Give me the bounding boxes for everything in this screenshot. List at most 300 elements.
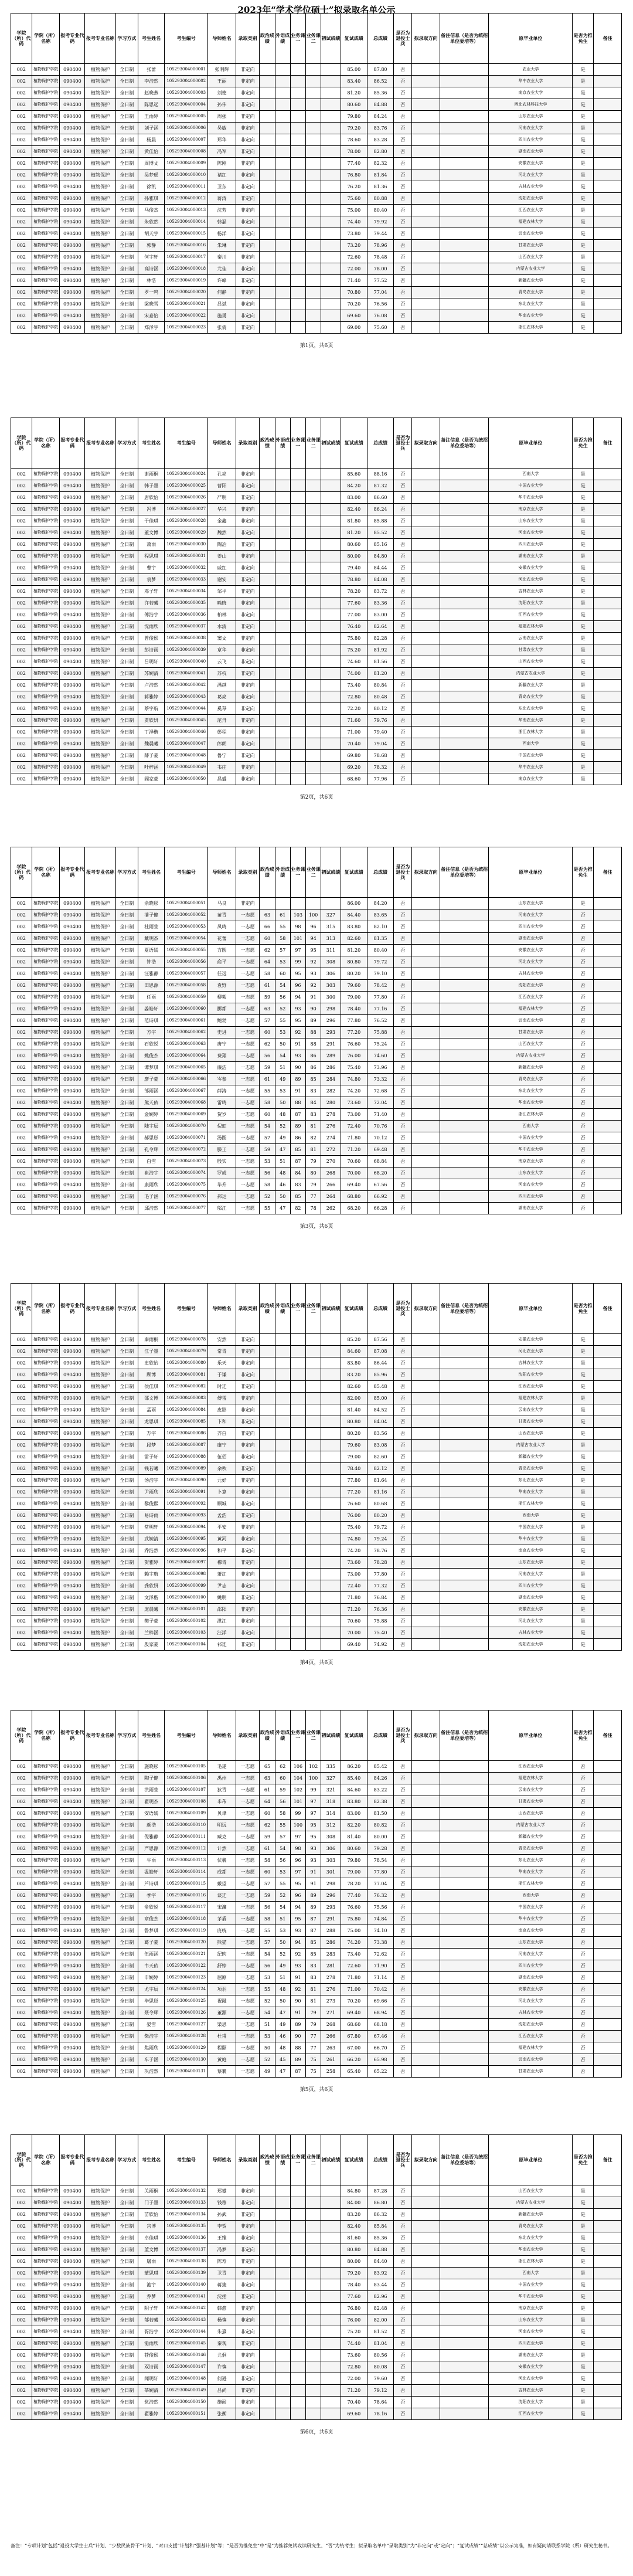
column-header: 业务课二 bbox=[306, 1710, 321, 1761]
table-cell: 否 bbox=[394, 1451, 412, 1463]
table-cell: 002 bbox=[11, 275, 32, 287]
table-cell: 植物保护 bbox=[85, 193, 115, 205]
table-cell: 植物保护学院 bbox=[32, 1925, 60, 1937]
table-cell: 69.60 bbox=[341, 310, 367, 322]
table-cell bbox=[321, 2256, 341, 2268]
table-cell: 090400 bbox=[60, 1913, 85, 1925]
column-header: 业务课一 bbox=[290, 13, 305, 64]
table-cell bbox=[306, 469, 321, 480]
table-cell: 植物保护 bbox=[85, 750, 115, 762]
table-cell: 植物保护 bbox=[85, 1451, 115, 1463]
table-cell: 金鑫 bbox=[208, 515, 236, 527]
table-cell: 80.20 bbox=[341, 968, 367, 980]
table-cell: 植物保护 bbox=[85, 515, 115, 527]
table-cell: 46 bbox=[275, 1179, 290, 1191]
table-cell: 赖宇航 bbox=[138, 1569, 164, 1580]
table-cell: 西南大学 bbox=[489, 2268, 573, 2279]
table-cell: 否 bbox=[394, 2279, 412, 2291]
table-row bbox=[11, 1027, 622, 1038]
table-cell: 白雪 bbox=[138, 1156, 164, 1167]
table-cell: 马俊杰 bbox=[138, 205, 164, 216]
table-cell bbox=[594, 2350, 622, 2361]
table-cell bbox=[306, 1627, 321, 1639]
table-cell: 57 bbox=[260, 1878, 275, 1890]
table-cell bbox=[594, 1592, 622, 1604]
table-cell: 93 bbox=[306, 1855, 321, 1866]
table-cell: 一志愿 bbox=[236, 1191, 260, 1203]
table-cell: 105293004000086 bbox=[165, 1428, 208, 1440]
table-cell: 否 bbox=[573, 1074, 594, 1085]
table-cell: 否 bbox=[394, 1121, 412, 1132]
table-cell: 植物保护 bbox=[85, 1393, 115, 1404]
table-cell: 全日制 bbox=[115, 2232, 138, 2244]
column-header: 考生编号 bbox=[165, 847, 208, 898]
table-cell bbox=[412, 1627, 440, 1639]
table-cell: 陈刚 bbox=[208, 158, 236, 169]
table-cell: 全日制 bbox=[115, 680, 138, 691]
table-cell: 95 bbox=[306, 1820, 321, 1831]
table-cell: 68.20 bbox=[341, 1203, 367, 1214]
table-row bbox=[11, 992, 622, 1003]
table-cell bbox=[594, 1498, 622, 1510]
column-header: 初试成绩 bbox=[321, 1284, 341, 1334]
table-cell bbox=[412, 633, 440, 644]
table-cell: 101 bbox=[290, 1796, 305, 1808]
table-cell: 002 bbox=[11, 1050, 32, 1062]
table-cell: 002 bbox=[11, 1003, 32, 1015]
table-cell: 四川农业大学 bbox=[489, 134, 573, 146]
table-cell: 全日制 bbox=[115, 1179, 138, 1191]
table-cell: 否 bbox=[394, 111, 412, 123]
table-cell: 52 bbox=[275, 1949, 290, 1960]
table-cell: 105293004000116 bbox=[165, 1890, 208, 1902]
table-cell: 否 bbox=[394, 551, 412, 562]
table-cell: 卞和 bbox=[208, 1416, 236, 1428]
table-cell: 一志愿 bbox=[236, 1925, 260, 1937]
table-cell: 植物保护学院 bbox=[32, 2350, 60, 2361]
table-cell: 贺岁 bbox=[208, 1109, 236, 1121]
table-cell: 植物保护学院 bbox=[32, 158, 60, 169]
table-cell: 105293004000018 bbox=[165, 263, 208, 275]
table-cell: 090400 bbox=[60, 2007, 85, 2019]
table-cell: 82.60 bbox=[367, 1451, 393, 1463]
table-cell: 76.00 bbox=[341, 1510, 367, 1522]
table-cell: 植物保护 bbox=[85, 1761, 115, 1773]
table-cell bbox=[594, 2291, 622, 2303]
table-cell: 植物保护 bbox=[85, 2197, 115, 2209]
table-cell bbox=[275, 727, 290, 738]
table-cell bbox=[275, 1369, 290, 1381]
table-cell: 何逊 bbox=[208, 2373, 236, 2385]
table-cell: 306 bbox=[321, 1843, 341, 1855]
table-cell bbox=[440, 1393, 488, 1404]
table-cell: 是 bbox=[573, 158, 594, 169]
table-cell bbox=[321, 1604, 341, 1615]
table-cell bbox=[260, 99, 275, 111]
table-cell: 75.56 bbox=[367, 1902, 393, 1913]
table-cell bbox=[412, 1913, 440, 1925]
table-cell: 植物保护学院 bbox=[32, 2279, 60, 2291]
table-cell: 90 bbox=[290, 2031, 305, 2042]
table-cell bbox=[594, 2338, 622, 2350]
table-cell: 83 bbox=[306, 1085, 321, 1097]
table-cell: 75.88 bbox=[367, 1027, 393, 1038]
table-cell bbox=[260, 2185, 275, 2197]
table-cell: 植物保护 bbox=[85, 1346, 115, 1357]
table-cell: 江西农业大学 bbox=[489, 992, 573, 1003]
table-cell: 58 bbox=[260, 1179, 275, 1191]
table-cell bbox=[260, 2279, 275, 2291]
table-cell: 105293004000036 bbox=[165, 609, 208, 621]
column-header: 是否为推免生 bbox=[573, 13, 594, 64]
table-cell: 安徽农业大学 bbox=[489, 562, 573, 574]
table-cell bbox=[440, 2291, 488, 2303]
table-cell: 植物保护 bbox=[85, 1074, 115, 1085]
table-cell bbox=[260, 551, 275, 562]
table-cell bbox=[440, 134, 488, 146]
table-cell: 全日制 bbox=[115, 2244, 138, 2256]
table-cell: 105293004000068 bbox=[165, 1097, 208, 1109]
table-cell bbox=[321, 1463, 341, 1475]
table-cell: 79.76 bbox=[367, 715, 393, 727]
table-cell bbox=[412, 1639, 440, 1651]
table-cell: 植物保护 bbox=[85, 1156, 115, 1167]
table-cell: 81.60 bbox=[341, 2232, 367, 2244]
table-cell: 67.80 bbox=[341, 2031, 367, 2042]
column-header: 报考专业名称 bbox=[85, 1284, 115, 1334]
table-cell: 090400 bbox=[60, 2279, 85, 2291]
table-cell bbox=[594, 633, 622, 644]
table-cell bbox=[440, 644, 488, 656]
table-cell: 002 bbox=[11, 2256, 32, 2268]
table-cell: 002 bbox=[11, 1369, 32, 1381]
table-cell bbox=[275, 2185, 290, 2197]
table-cell bbox=[321, 181, 341, 193]
table-cell: 中国农业大学 bbox=[489, 1132, 573, 1144]
table-cell: 78.20 bbox=[341, 586, 367, 598]
table-cell: 69.00 bbox=[341, 322, 367, 334]
table-cell: 非定向 bbox=[236, 715, 260, 727]
table-cell: 75.20 bbox=[341, 644, 367, 656]
table-cell: 91 bbox=[290, 1085, 305, 1097]
column-header: 拟录取方向 bbox=[412, 2135, 440, 2185]
table-cell bbox=[412, 1334, 440, 1346]
table-cell bbox=[321, 287, 341, 298]
table-cell: 81.56 bbox=[367, 656, 393, 668]
table-cell: 温皓轩 bbox=[138, 1866, 164, 1878]
table-cell: 非定向 bbox=[236, 1440, 260, 1451]
table-cell: 79.00 bbox=[341, 1451, 367, 1463]
table-cell: 党浩然 bbox=[138, 2397, 164, 2408]
table-cell bbox=[306, 515, 321, 527]
table-cell: 黄庭 bbox=[208, 2054, 236, 2066]
table-cell: 是 bbox=[573, 1592, 594, 1604]
table-cell: 河北农业大学 bbox=[489, 1346, 573, 1357]
table-row bbox=[11, 1592, 622, 1604]
table-cell: 74.92 bbox=[367, 1639, 393, 1651]
table-cell: 严明 bbox=[208, 492, 236, 504]
column-header: 备注 bbox=[594, 13, 622, 64]
table-cell: 一志愿 bbox=[236, 1062, 260, 1074]
table-cell: 江西农业大学 bbox=[489, 1381, 573, 1393]
table-cell: 090400 bbox=[60, 2373, 85, 2385]
table-cell bbox=[321, 1346, 341, 1357]
table-cell bbox=[290, 691, 305, 703]
table-cell: 植物保护 bbox=[85, 1475, 115, 1486]
table-row bbox=[11, 2268, 622, 2279]
table-cell: 002 bbox=[11, 2385, 32, 2397]
table-cell: 植物保护学院 bbox=[32, 2338, 60, 2350]
table-cell bbox=[321, 727, 341, 738]
table-cell bbox=[290, 680, 305, 691]
table-cell: 李浩然 bbox=[138, 76, 164, 87]
table-cell: 柏林 bbox=[208, 609, 236, 621]
table-cell: 植物保护学院 bbox=[32, 2197, 60, 2209]
table-cell bbox=[275, 2244, 290, 2256]
table-cell bbox=[275, 1592, 290, 1604]
table-cell bbox=[290, 64, 305, 76]
table-row bbox=[11, 322, 622, 334]
table-cell: 陶冶 bbox=[208, 539, 236, 551]
table-cell: 83.08 bbox=[367, 1440, 393, 1451]
table-cell: 002 bbox=[11, 87, 32, 99]
table-cell bbox=[260, 2397, 275, 2408]
table-cell: 105293004000117 bbox=[165, 1902, 208, 1913]
table-cell bbox=[306, 656, 321, 668]
table-cell: 华中农业大学 bbox=[489, 76, 573, 87]
table-cell: 60 bbox=[275, 1773, 290, 1784]
table-cell: 是 bbox=[573, 111, 594, 123]
table-cell: 全日制 bbox=[115, 945, 138, 956]
table-cell: 植物保护 bbox=[85, 2209, 115, 2221]
column-header: 总成绩 bbox=[367, 847, 393, 898]
column-header: 拟录取方向 bbox=[412, 13, 440, 64]
table-cell: 全日制 bbox=[115, 668, 138, 680]
table-cell: 否 bbox=[394, 1937, 412, 1949]
table-cell bbox=[260, 1580, 275, 1592]
table-cell: 全日制 bbox=[115, 1050, 138, 1062]
table-cell: 105293004000137 bbox=[165, 2244, 208, 2256]
table-cell: 否 bbox=[394, 921, 412, 933]
table-cell: 邹雨涵 bbox=[138, 1085, 164, 1097]
table-cell: 非定向 bbox=[236, 216, 260, 228]
table-cell bbox=[290, 123, 305, 134]
table-cell: 77 bbox=[306, 1191, 321, 1203]
table-cell bbox=[412, 1949, 440, 1960]
table-cell bbox=[412, 1203, 440, 1214]
table-cell bbox=[440, 562, 488, 574]
table-cell bbox=[306, 680, 321, 691]
table-cell: 非定向 bbox=[236, 1639, 260, 1651]
table-cell: 002 bbox=[11, 1416, 32, 1428]
table-cell: 全日制 bbox=[115, 193, 138, 205]
table-row bbox=[11, 2397, 622, 2408]
table-cell bbox=[412, 980, 440, 992]
table-cell: 105293004000005 bbox=[165, 111, 208, 123]
table-cell: 是 bbox=[573, 134, 594, 146]
table-cell: 105293004000092 bbox=[165, 1498, 208, 1510]
table-cell bbox=[260, 1463, 275, 1475]
table-row bbox=[11, 193, 622, 205]
table-cell bbox=[412, 2042, 440, 2054]
table-cell: 非定向 bbox=[236, 1498, 260, 1510]
table-cell: 否 bbox=[394, 1627, 412, 1639]
table-cell: 田思源 bbox=[138, 980, 164, 992]
table-cell: 否 bbox=[394, 1995, 412, 2007]
table-cell: 否 bbox=[394, 123, 412, 134]
table-cell: 84 bbox=[290, 1167, 305, 1179]
table-cell bbox=[412, 1545, 440, 1557]
table-row bbox=[11, 2326, 622, 2338]
table-cell: 植物保护 bbox=[85, 1191, 115, 1203]
table-cell: 002 bbox=[11, 1498, 32, 1510]
table-cell bbox=[440, 2066, 488, 2078]
table-cell: 非定向 bbox=[236, 1557, 260, 1569]
table-cell: 86.60 bbox=[367, 492, 393, 504]
table-cell: 安徽农业大学 bbox=[489, 1334, 573, 1346]
table-cell bbox=[275, 1569, 290, 1580]
table-cell: 59 bbox=[260, 1890, 275, 1902]
column-header: 导师姓名 bbox=[208, 418, 236, 469]
table-cell bbox=[275, 181, 290, 193]
table-cell: 002 bbox=[11, 2197, 32, 2209]
table-cell: 植物保护 bbox=[85, 668, 115, 680]
page-number: 第6页，共6页 bbox=[300, 2429, 333, 2435]
table-cell bbox=[412, 656, 440, 668]
table-cell: 赵晓燕 bbox=[138, 87, 164, 99]
table-cell bbox=[412, 469, 440, 480]
column-header: 导师姓名 bbox=[208, 847, 236, 898]
table-row bbox=[11, 1984, 622, 1995]
table-cell: 植物保护学院 bbox=[32, 2397, 60, 2408]
table-row bbox=[11, 1015, 622, 1027]
table-cell: 孟雨 bbox=[138, 1404, 164, 1416]
table-cell: 49 bbox=[260, 2066, 275, 2078]
table-cell: 002 bbox=[11, 1097, 32, 1109]
table-cell: 否 bbox=[573, 1796, 594, 1808]
table-cell: 植物保护学院 bbox=[32, 1144, 60, 1156]
table-cell: 刘子涵 bbox=[138, 123, 164, 134]
table-row bbox=[11, 909, 622, 921]
table-row bbox=[11, 1156, 622, 1167]
table-cell: 002 bbox=[11, 1381, 32, 1393]
table-cell: 植物保护 bbox=[85, 2244, 115, 2256]
table-cell: 否 bbox=[573, 992, 594, 1003]
table-cell bbox=[594, 1144, 622, 1156]
table-cell: 74.20 bbox=[341, 1937, 367, 1949]
table-cell: 002 bbox=[11, 2397, 32, 2408]
table-cell bbox=[412, 1027, 440, 1038]
table-cell: 56 bbox=[275, 1855, 290, 1866]
table-cell: 95 bbox=[306, 945, 321, 956]
table-cell: 是 bbox=[573, 633, 594, 644]
table-cell: 80.40 bbox=[367, 945, 393, 956]
table-cell bbox=[440, 1773, 488, 1784]
page-number: 第4页，共6页 bbox=[300, 1660, 333, 1666]
table-cell: 81 bbox=[306, 1995, 321, 2007]
table-cell: 81.64 bbox=[367, 1475, 393, 1486]
table-cell: 否 bbox=[394, 1109, 412, 1121]
table-cell: 全日制 bbox=[115, 738, 138, 750]
table-cell: 105293004000060 bbox=[165, 1003, 208, 1015]
table-cell: 090400 bbox=[60, 1569, 85, 1580]
footnote: 备注：“专项计划”包括“退役大学生士兵”计划、“少数民族骨干”计划、“对口支援”计划和“强基计划”等；“是否为推免生”中“是”为推荐免试攻读研究生、“否”为统考生；拟录取名单中“录取类别”为“非定向”或“定向”；“复试成绩”“总成绩”以公示为准，如有疑问请联系学院（所）研究生秘书。 bbox=[11, 2543, 612, 2548]
table-cell bbox=[290, 87, 305, 99]
table-cell: 否 bbox=[394, 1156, 412, 1167]
table-cell: 双诗雨 bbox=[138, 2361, 164, 2373]
table-cell: 78.60 bbox=[341, 134, 367, 146]
table-cell: 76.56 bbox=[367, 298, 393, 310]
table-cell: 山西农业大学 bbox=[489, 2185, 573, 2197]
table-cell: 植物保护学院 bbox=[32, 1569, 60, 1580]
table-cell: 全日制 bbox=[115, 1451, 138, 1463]
table-cell bbox=[290, 287, 305, 298]
table-cell: 52 bbox=[260, 2054, 275, 2066]
table-cell: 傅雷 bbox=[208, 1393, 236, 1404]
table-cell: 79.12 bbox=[367, 2385, 393, 2397]
table-cell: 植物保护学院 bbox=[32, 1808, 60, 1820]
table-row bbox=[11, 1866, 622, 1878]
table-cell: 全日制 bbox=[115, 1808, 138, 1820]
table-cell: 青岛农业大学 bbox=[489, 691, 573, 703]
table-row bbox=[11, 633, 622, 644]
table-cell: 全日制 bbox=[115, 1522, 138, 1533]
table-cell: 否 bbox=[573, 2066, 594, 2078]
table-row bbox=[11, 1074, 622, 1085]
table-cell: 非定向 bbox=[236, 750, 260, 762]
table-cell: 池宇 bbox=[138, 2279, 164, 2291]
table-cell: 臧克 bbox=[208, 1831, 236, 1843]
column-header: 学院（所）名称 bbox=[32, 2135, 60, 2185]
table-cell: 唐欣怡 bbox=[138, 492, 164, 504]
table-cell bbox=[594, 656, 622, 668]
table-cell: 090400 bbox=[60, 968, 85, 980]
table-cell: 植物保护学院 bbox=[32, 2042, 60, 2054]
table-row bbox=[11, 2291, 622, 2303]
table-cell: 钱穆 bbox=[208, 2197, 236, 2209]
table-cell: 是 bbox=[573, 703, 594, 715]
table-cell: 73.00 bbox=[341, 1109, 367, 1121]
table-cell: 78.76 bbox=[367, 1545, 393, 1557]
table-cell bbox=[412, 2209, 440, 2221]
table-cell bbox=[594, 1639, 622, 1651]
table-cell: 002 bbox=[11, 2244, 32, 2256]
table-cell: 002 bbox=[11, 598, 32, 609]
column-header: 考生姓名 bbox=[138, 2135, 164, 2185]
table-cell: 101 bbox=[290, 933, 305, 945]
table-cell bbox=[321, 1592, 341, 1604]
table-cell bbox=[321, 527, 341, 539]
table-cell: 是 bbox=[573, 609, 594, 621]
table-cell bbox=[260, 727, 275, 738]
table-cell: 非定向 bbox=[236, 2361, 260, 2373]
table-cell: 萧雨 bbox=[138, 539, 164, 551]
table-cell: 002 bbox=[11, 469, 32, 480]
table-cell: 山西农业大学 bbox=[489, 1428, 573, 1440]
table-cell: 是 bbox=[573, 1604, 594, 1615]
table-cell: 内蒙古农业大学 bbox=[489, 1050, 573, 1062]
table-cell: 庞统 bbox=[208, 1925, 236, 1937]
table-cell: 82.20 bbox=[341, 1820, 367, 1831]
table-cell bbox=[440, 727, 488, 738]
table-cell bbox=[440, 2244, 488, 2256]
table-cell: 否 bbox=[573, 909, 594, 921]
table-cell: 002 bbox=[11, 609, 32, 621]
table-cell: 55 bbox=[275, 1820, 290, 1831]
table-cell: 52 bbox=[260, 1995, 275, 2007]
table-cell bbox=[440, 609, 488, 621]
table-cell: 植物保护学院 bbox=[32, 99, 60, 111]
